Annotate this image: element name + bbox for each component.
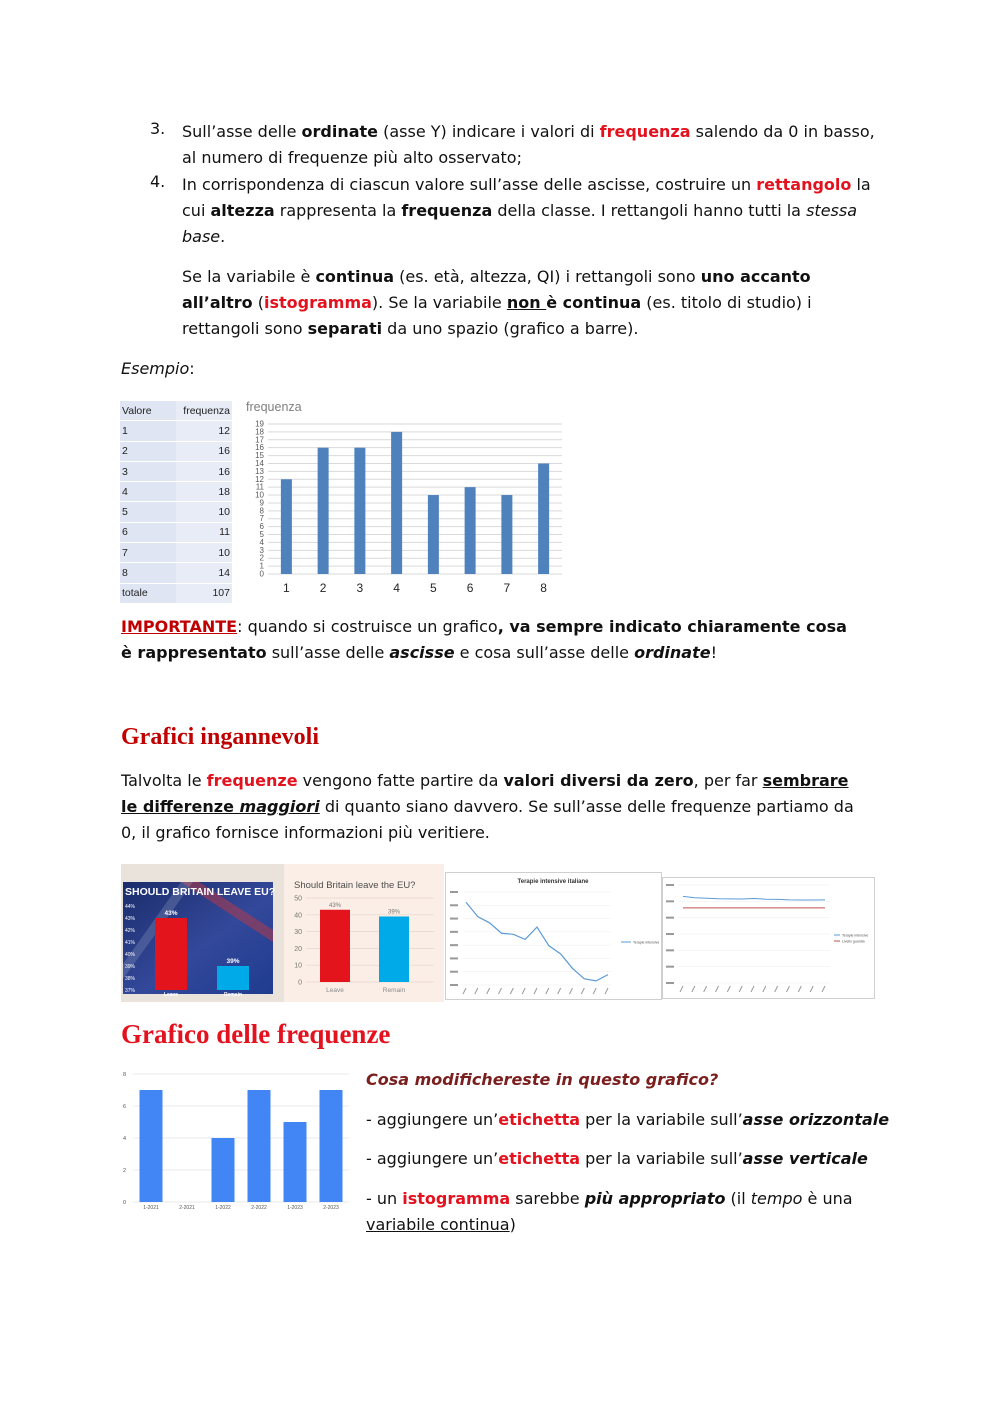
suggestion-3 xyxy=(366,1186,866,1238)
bar xyxy=(501,495,512,574)
x-tick-label: Leave xyxy=(326,987,344,994)
bar-value-label: 43% xyxy=(164,910,178,917)
y-tick-label: 10 xyxy=(255,490,264,500)
text: : xyxy=(189,359,195,378)
table-row xyxy=(120,522,232,542)
bar xyxy=(248,1090,271,1202)
text: (es. titolo di studio) i rettangoli sono xyxy=(182,293,812,338)
bar xyxy=(320,1090,343,1202)
terapie-misleading-chart xyxy=(445,872,662,1000)
table-row xyxy=(120,543,232,563)
text: Talvolta le xyxy=(121,771,207,790)
y-tick-mark xyxy=(666,982,674,984)
text-bold-italic: ascisse xyxy=(389,643,455,662)
chart-frame xyxy=(446,873,662,1000)
table-row xyxy=(120,421,232,441)
y-tick-label: 41% xyxy=(125,940,136,946)
brexit-misleading-chart xyxy=(121,864,284,1002)
y-tick-label: 3 xyxy=(259,545,264,555)
suggestion-2 xyxy=(366,1146,868,1172)
chart-title: Should Britain leave the EU? xyxy=(294,880,416,891)
table-row xyxy=(120,482,232,502)
bar xyxy=(538,463,549,574)
text: da uno spazio (grafico a barre). xyxy=(382,319,639,338)
y-tick-label: 0 xyxy=(122,1200,126,1206)
section-title-grafico-frequenze: Grafico delle frequenze xyxy=(121,1019,391,1049)
important-label: IMPORTANTE xyxy=(121,617,238,636)
y-tick-label: 0 xyxy=(259,569,264,579)
y-tick-mark xyxy=(450,944,458,946)
text-bold-italic: asse verticale xyxy=(742,1149,868,1168)
text-bold-underline: sembrare le differenze xyxy=(121,771,849,816)
y-tick-label: 37% xyxy=(125,988,136,994)
text-bold: altezza xyxy=(210,201,275,220)
y-tick-label: 13 xyxy=(255,466,264,476)
table-cell-frequency: 12 xyxy=(176,421,232,441)
text-highlight: istogramma xyxy=(402,1189,511,1208)
text: ! xyxy=(710,643,718,662)
table-row xyxy=(120,441,232,461)
list-number-4: 4. xyxy=(150,172,166,191)
y-tick-label: 11 xyxy=(255,482,264,492)
text-italic: Esempio xyxy=(121,359,190,378)
text: ) xyxy=(509,1215,516,1234)
x-tick-label: 5 xyxy=(430,581,437,595)
y-tick-label: 39% xyxy=(125,964,136,970)
bar xyxy=(354,448,365,574)
chart-title: Terapie intensive italiane xyxy=(517,879,589,885)
table-cell-frequency: 16 xyxy=(176,461,232,481)
table-header-row xyxy=(120,401,232,421)
y-tick-label: 38% xyxy=(125,976,136,982)
y-tick-mark xyxy=(666,900,674,902)
frequency-table xyxy=(120,401,232,604)
text-bold-underline-italic: maggiori xyxy=(239,797,320,816)
y-tick-label: 30 xyxy=(294,929,302,937)
table-cell-value: Valore xyxy=(120,401,176,421)
y-tick-label: 16 xyxy=(255,443,264,453)
y-tick-mark xyxy=(666,949,674,951)
table-cell-value: 8 xyxy=(120,563,176,583)
y-tick-label: 43% xyxy=(125,916,136,922)
table-row xyxy=(120,461,232,481)
list-number-3: 3. xyxy=(150,119,166,138)
y-tick-mark xyxy=(666,966,674,968)
y-tick-mark xyxy=(666,884,674,886)
text-italic: tempo xyxy=(750,1189,803,1208)
text: è una xyxy=(802,1189,853,1208)
y-tick-label: 2 xyxy=(122,1168,126,1174)
bar-value-label: 39% xyxy=(226,958,240,965)
bar-value-label: 43% xyxy=(328,902,342,909)
text-bold: frequenza xyxy=(401,201,493,220)
text-bold: è continua xyxy=(546,293,642,312)
y-tick-label: 2 xyxy=(259,553,264,563)
y-tick-mark xyxy=(450,971,458,973)
legend-label: Livello guardia xyxy=(842,939,865,944)
table-cell-value: 6 xyxy=(120,522,176,542)
text-highlight: frequenza xyxy=(599,122,691,141)
text-bold-italic: più appropriato xyxy=(584,1189,726,1208)
text-highlight: istogramma xyxy=(263,293,372,312)
text: salendo da 0 in basso, al numero di frequenze più alto osservato; xyxy=(182,122,875,167)
table-cell-frequency: 18 xyxy=(176,482,232,502)
text: Sull’asse delle xyxy=(182,122,302,141)
x-tick-label: Leave xyxy=(163,992,179,998)
bar xyxy=(212,1138,235,1202)
table-cell-frequency: frequenza xyxy=(176,401,232,421)
table-cell-value: 5 xyxy=(120,502,176,522)
section2-question xyxy=(366,1067,718,1093)
y-tick-label: 19 xyxy=(255,419,264,429)
y-tick-label: 44% xyxy=(125,904,136,910)
text: ( xyxy=(252,293,264,312)
text-bold-italic: ordinate xyxy=(634,643,711,662)
y-tick-mark xyxy=(450,931,458,933)
y-tick-label: 17 xyxy=(255,435,264,445)
chart-title: SHOULD BRITAIN LEAVE EU? xyxy=(125,886,276,898)
text: la cui xyxy=(182,175,871,220)
table-cell-frequency: 14 xyxy=(176,563,232,583)
text: vengono fatte partire da xyxy=(297,771,504,790)
text: Se la variabile è xyxy=(182,267,316,286)
y-tick-mark xyxy=(450,904,458,906)
text-highlight: rettangolo xyxy=(756,175,852,194)
x-tick-label: 1-2022 xyxy=(215,1205,231,1211)
bar xyxy=(465,487,476,574)
x-tick-label: 2-2021 xyxy=(179,1205,195,1211)
y-tick-label: 15 xyxy=(255,451,264,461)
text: . xyxy=(220,227,226,246)
y-tick-mark xyxy=(450,957,458,959)
table-cell-value: 4 xyxy=(120,482,176,502)
y-tick-label: 10 xyxy=(294,962,302,970)
y-tick-label: 20 xyxy=(294,945,302,953)
text: (es. età, altezza, QI) i rettangoli sono xyxy=(394,267,701,286)
x-tick-label: 1 xyxy=(283,581,290,595)
x-tick-label: 6 xyxy=(466,581,474,595)
y-tick-label: 1 xyxy=(259,561,264,571)
x-tick-label: Remain xyxy=(223,992,243,998)
bar xyxy=(318,448,329,574)
table-total-row xyxy=(120,583,232,603)
y-tick-mark xyxy=(666,917,674,919)
list-item-4-note xyxy=(182,264,872,342)
table-row xyxy=(120,502,232,522)
text-bold: ordinate xyxy=(301,122,379,141)
text: - un xyxy=(366,1189,403,1208)
y-tick-mark xyxy=(450,918,458,920)
legend-label: Terapie intensive xyxy=(633,940,660,945)
bar xyxy=(428,495,439,574)
legend-label: Terapie intensive xyxy=(842,933,869,938)
table-cell-frequency: 16 xyxy=(176,441,232,461)
text: , per far xyxy=(693,771,763,790)
y-tick-label: 40 xyxy=(294,912,302,920)
y-tick-mark xyxy=(450,891,458,893)
text-bold: uno accanto all’altro xyxy=(182,267,811,312)
y-tick-label: 18 xyxy=(255,427,264,437)
text-highlight: etichetta xyxy=(498,1110,581,1129)
bar xyxy=(379,916,409,982)
text-bold: continua xyxy=(315,267,395,286)
text: sarebbe xyxy=(510,1189,585,1208)
text: sull’asse delle xyxy=(266,643,390,662)
bar xyxy=(281,479,292,574)
table-cell-value: 3 xyxy=(120,461,176,481)
y-tick-label: 0 xyxy=(298,979,302,987)
list-item-4 xyxy=(182,172,872,250)
bar xyxy=(140,1090,163,1202)
x-tick-label: Remain xyxy=(382,987,406,994)
chart-title: frequenza xyxy=(246,400,302,414)
table-cell-frequency: 11 xyxy=(176,522,232,542)
table-cell-value: 1 xyxy=(120,421,176,441)
text: - aggiungere un’ xyxy=(366,1110,499,1129)
bar xyxy=(155,918,187,990)
text-bold-underline: non xyxy=(506,293,547,312)
text: : quando si costruisce un grafico xyxy=(237,617,498,636)
y-tick-label: 12 xyxy=(255,474,264,484)
bar xyxy=(391,432,402,574)
y-tick-label: 5 xyxy=(259,530,264,540)
y-tick-label: 14 xyxy=(255,458,264,468)
table-cell-frequency: 107 xyxy=(176,583,232,603)
text: In corrispondenza di ciascun valore sull’asse delle ascisse, costruire un xyxy=(182,175,757,194)
text: per la variabile sull’ xyxy=(580,1149,743,1168)
y-tick-label: 42% xyxy=(125,928,136,934)
y-tick-label: 50 xyxy=(294,895,302,903)
text-bold: , va sempre indicato chiaramente cosa è rappresentato xyxy=(121,617,847,662)
text-highlight: frequenze xyxy=(206,771,298,790)
y-tick-label: 6 xyxy=(259,522,264,532)
brexit-truthful-chart xyxy=(284,864,444,1002)
x-tick-label: 1-2021 xyxy=(143,1205,159,1211)
text-highlight: etichetta xyxy=(498,1149,581,1168)
text-bold: separati xyxy=(307,319,383,338)
example-label xyxy=(121,356,195,382)
y-tick-label: 40% xyxy=(125,952,136,958)
x-tick-label: 7 xyxy=(503,581,511,595)
x-tick-label: 2 xyxy=(319,581,327,595)
text: e cosa sull’asse delle xyxy=(454,643,635,662)
y-tick-label: 4 xyxy=(259,537,264,547)
text: rappresenta la xyxy=(274,201,402,220)
x-tick-label: 2-2023 xyxy=(323,1205,339,1211)
frequency-bar-chart xyxy=(240,396,570,600)
text: (asse Y) indicare i valori di xyxy=(378,122,600,141)
bar-value-label: 39% xyxy=(387,909,401,916)
text-underline: variabile continua xyxy=(366,1215,510,1234)
table-cell-value: 2 xyxy=(120,441,176,461)
important-note xyxy=(121,614,851,666)
table-cell-frequency: 10 xyxy=(176,502,232,522)
y-tick-label: 6 xyxy=(122,1104,126,1110)
x-tick-label: 8 xyxy=(540,581,547,595)
y-tick-label: 4 xyxy=(122,1136,126,1142)
y-tick-label: 7 xyxy=(259,514,264,524)
text-bold: valori diversi da zero xyxy=(503,771,694,790)
x-tick-label: 2-2022 xyxy=(251,1205,267,1211)
list-item-3 xyxy=(182,119,882,171)
bar xyxy=(217,966,249,990)
y-tick-mark xyxy=(450,984,458,986)
table-row xyxy=(120,563,232,583)
table-cell-value: totale xyxy=(120,583,176,603)
y-tick-label: 9 xyxy=(259,498,264,508)
bar xyxy=(320,910,350,982)
chart-frame xyxy=(663,878,875,999)
question-text: Cosa modifichereste in questo grafico? xyxy=(366,1070,719,1089)
x-tick-label: 1-2023 xyxy=(287,1205,303,1211)
table-cell-frequency: 10 xyxy=(176,543,232,563)
suggestion-1 xyxy=(366,1107,889,1133)
y-tick-label: 8 xyxy=(122,1072,126,1078)
text: della classe. I rettangoli hanno tutti la xyxy=(492,201,807,220)
section1-paragraph xyxy=(121,768,861,846)
terapie-truthful-chart xyxy=(662,877,875,999)
text: ). Se la variabile xyxy=(371,293,507,312)
text-bold-italic: asse orizzontale xyxy=(742,1110,890,1129)
x-tick-label: 4 xyxy=(393,581,400,595)
bar xyxy=(284,1122,307,1202)
x-tick-label: 3 xyxy=(356,581,364,595)
text: per la variabile sull’ xyxy=(580,1110,743,1129)
text-italic: stessa base xyxy=(182,201,858,246)
table-cell-value: 7 xyxy=(120,543,176,563)
text: di quanto siano davvero. Se sull’asse delle frequenze partiamo da 0, il grafico fornisce informazioni più veritiere. xyxy=(121,797,854,842)
text: (il xyxy=(725,1189,751,1208)
text: - aggiungere un’ xyxy=(366,1149,499,1168)
y-tick-mark xyxy=(666,933,674,935)
y-tick-label: 8 xyxy=(259,506,264,516)
section-title-grafici-ingannevoli: Grafici ingannevoli xyxy=(121,724,319,750)
period-bar-chart xyxy=(115,1066,355,1216)
